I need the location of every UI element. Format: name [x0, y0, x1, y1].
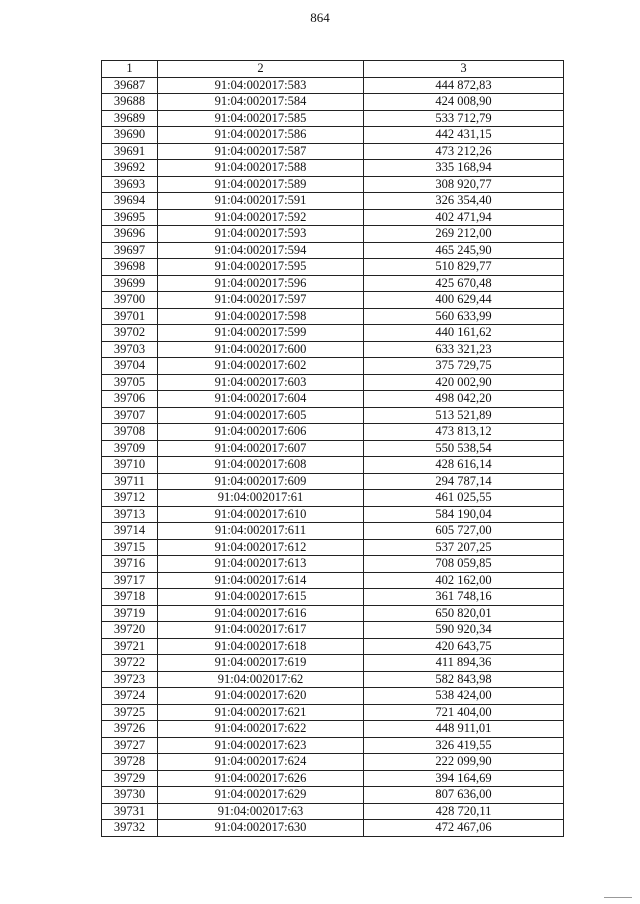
cadastral-value-cell: 465 245,90 — [364, 242, 564, 259]
row-number-cell: 39709 — [102, 440, 158, 457]
cadastral-value-cell: 510 829,77 — [364, 259, 564, 276]
cadastral-value-cell: 428 616,14 — [364, 457, 564, 474]
cadastral-value-cell: 442 431,15 — [364, 127, 564, 144]
table-row — [102, 226, 564, 243]
cadastral-number-cell: 91:04:002017:588 — [158, 160, 364, 177]
cadastral-number-cell: 91:04:002017:592 — [158, 209, 364, 226]
row-number-cell: 39692 — [102, 160, 158, 177]
row-number-cell: 39714 — [102, 523, 158, 540]
row-number-cell: 39726 — [102, 721, 158, 738]
cadastral-value-cell: 605 727,00 — [364, 523, 564, 540]
cadastral-value-cell: 425 670,48 — [364, 275, 564, 292]
cadastral-value-cell: 650 820,01 — [364, 605, 564, 622]
table-row — [102, 176, 564, 193]
cadastral-value-cell: 538 424,00 — [364, 688, 564, 705]
cadastral-value-cell: 440 161,62 — [364, 325, 564, 342]
cadastral-value-cell: 402 162,00 — [364, 572, 564, 589]
row-number-cell: 39729 — [102, 770, 158, 787]
table-row — [102, 424, 564, 441]
cadastral-value-cell: 335 168,94 — [364, 160, 564, 177]
table-row — [102, 358, 564, 375]
cadastral-number-cell: 91:04:002017:608 — [158, 457, 364, 474]
cadastral-value-cell: 308 920,77 — [364, 176, 564, 193]
table-row — [102, 77, 564, 94]
cadastral-value-cell: 582 843,98 — [364, 671, 564, 688]
cadastral-number-cell: 91:04:002017:583 — [158, 77, 364, 94]
table-row — [102, 704, 564, 721]
cadastral-number-cell: 91:04:002017:605 — [158, 407, 364, 424]
row-number-cell: 39700 — [102, 292, 158, 309]
row-number-cell: 39713 — [102, 506, 158, 523]
row-number-cell: 39721 — [102, 638, 158, 655]
row-number-cell: 39688 — [102, 94, 158, 111]
row-number-cell: 39716 — [102, 556, 158, 573]
cadastral-number-cell: 91:04:002017:61 — [158, 490, 364, 507]
cadastral-number-cell: 91:04:002017:595 — [158, 259, 364, 276]
table-row — [102, 770, 564, 787]
row-number-cell: 39719 — [102, 605, 158, 622]
table-row — [102, 193, 564, 210]
cadastral-number-cell: 91:04:002017:604 — [158, 391, 364, 408]
table-row — [102, 143, 564, 160]
table-row — [102, 325, 564, 342]
cadastral-value-cell: 402 471,94 — [364, 209, 564, 226]
table-row — [102, 688, 564, 705]
cadastral-number-cell: 91:04:002017:618 — [158, 638, 364, 655]
table-row — [102, 605, 564, 622]
cadastral-value-cell: 721 404,00 — [364, 704, 564, 721]
row-number-cell: 39711 — [102, 473, 158, 490]
table-row — [102, 391, 564, 408]
cadastral-number-cell: 91:04:002017:622 — [158, 721, 364, 738]
table-body — [102, 77, 564, 836]
row-number-cell: 39731 — [102, 803, 158, 820]
scan-edge-mark — [604, 897, 632, 898]
cadastral-number-cell: 91:04:002017:603 — [158, 374, 364, 391]
row-number-cell: 39710 — [102, 457, 158, 474]
cadastral-number-cell: 91:04:002017:616 — [158, 605, 364, 622]
row-number-cell: 39703 — [102, 341, 158, 358]
row-number-cell: 39698 — [102, 259, 158, 276]
cadastral-value-cell: 473 813,12 — [364, 424, 564, 441]
cadastral-value-cell: 361 748,16 — [364, 589, 564, 606]
column-header-1: 1 — [102, 61, 158, 78]
cadastral-number-cell: 91:04:002017:630 — [158, 820, 364, 837]
row-number-cell: 39694 — [102, 193, 158, 210]
row-number-cell: 39723 — [102, 671, 158, 688]
cadastral-number-cell: 91:04:002017:621 — [158, 704, 364, 721]
cadastral-value-cell: 394 164,69 — [364, 770, 564, 787]
cadastral-number-cell: 91:04:002017:591 — [158, 193, 364, 210]
cadastral-value-cell: 448 911,01 — [364, 721, 564, 738]
cadastral-value-cell: 560 633,99 — [364, 308, 564, 325]
cadastral-number-cell: 91:04:002017:619 — [158, 655, 364, 672]
cadastral-number-cell: 91:04:002017:620 — [158, 688, 364, 705]
cadastral-value-cell: 533 712,79 — [364, 110, 564, 127]
cadastral-number-cell: 91:04:002017:606 — [158, 424, 364, 441]
row-number-cell: 39695 — [102, 209, 158, 226]
row-number-cell: 39707 — [102, 407, 158, 424]
cadastral-value-cell: 420 002,90 — [364, 374, 564, 391]
row-number-cell: 39730 — [102, 787, 158, 804]
row-number-cell: 39697 — [102, 242, 158, 259]
cadastral-number-cell: 91:04:002017:594 — [158, 242, 364, 259]
cadastral-value-cell: 420 643,75 — [364, 638, 564, 655]
table-row — [102, 275, 564, 292]
table-row — [102, 457, 564, 474]
cadastral-number-cell: 91:04:002017:629 — [158, 787, 364, 804]
cadastral-value-cell: 498 042,20 — [364, 391, 564, 408]
table-row — [102, 292, 564, 309]
cadastral-value-cell: 633 321,23 — [364, 341, 564, 358]
table-row — [102, 737, 564, 754]
table-row — [102, 407, 564, 424]
cadastral-number-cell: 91:04:002017:600 — [158, 341, 364, 358]
cadastral-value-cell: 411 894,36 — [364, 655, 564, 672]
cadastral-number-cell: 91:04:002017:602 — [158, 358, 364, 375]
table-row — [102, 556, 564, 573]
cadastral-value-cell: 473 212,26 — [364, 143, 564, 160]
cadastral-value-cell: 537 207,25 — [364, 539, 564, 556]
row-number-cell: 39717 — [102, 572, 158, 589]
table-row — [102, 655, 564, 672]
cadastral-value-cell: 428 720,11 — [364, 803, 564, 820]
table-row — [102, 539, 564, 556]
row-number-cell: 39712 — [102, 490, 158, 507]
cadastral-value-cell: 375 729,75 — [364, 358, 564, 375]
row-number-cell: 39696 — [102, 226, 158, 243]
cadastral-number-cell: 91:04:002017:615 — [158, 589, 364, 606]
table-row — [102, 803, 564, 820]
cadastral-value-cell: 400 629,44 — [364, 292, 564, 309]
table-row — [102, 721, 564, 738]
table-row — [102, 523, 564, 540]
row-number-cell: 39691 — [102, 143, 158, 160]
row-number-cell: 39706 — [102, 391, 158, 408]
cadastral-number-cell: 91:04:002017:617 — [158, 622, 364, 639]
cadastral-number-cell: 91:04:002017:63 — [158, 803, 364, 820]
cadastral-number-cell: 91:04:002017:593 — [158, 226, 364, 243]
table-row — [102, 820, 564, 837]
table-row — [102, 341, 564, 358]
cadastral-number-cell: 91:04:002017:586 — [158, 127, 364, 144]
table-row — [102, 440, 564, 457]
row-number-cell: 39705 — [102, 374, 158, 391]
cadastral-number-cell: 91:04:002017:624 — [158, 754, 364, 771]
cadastral-number-cell: 91:04:002017:596 — [158, 275, 364, 292]
cadastral-number-cell: 91:04:002017:614 — [158, 572, 364, 589]
table-row — [102, 209, 564, 226]
row-number-cell: 39701 — [102, 308, 158, 325]
cadastral-value-cell: 584 190,04 — [364, 506, 564, 523]
cadastral-number-cell: 91:04:002017:626 — [158, 770, 364, 787]
cadastral-value-cell: 708 059,85 — [364, 556, 564, 573]
cadastral-value-cell: 590 920,34 — [364, 622, 564, 639]
row-number-cell: 39699 — [102, 275, 158, 292]
cadastral-number-cell: 91:04:002017:609 — [158, 473, 364, 490]
cadastral-number-cell: 91:04:002017:589 — [158, 176, 364, 193]
cadastral-value-cell: 326 354,40 — [364, 193, 564, 210]
cadastral-number-cell: 91:04:002017:611 — [158, 523, 364, 540]
table-row — [102, 490, 564, 507]
cadastral-number-cell: 91:04:002017:607 — [158, 440, 364, 457]
column-header-3: 3 — [364, 61, 564, 78]
cadastral-value-cell: 269 212,00 — [364, 226, 564, 243]
row-number-cell: 39724 — [102, 688, 158, 705]
table-header-row — [102, 61, 564, 78]
cadastral-value-cell: 326 419,55 — [364, 737, 564, 754]
column-header-2: 2 — [158, 61, 364, 78]
table-row — [102, 572, 564, 589]
row-number-cell: 39715 — [102, 539, 158, 556]
table-row — [102, 160, 564, 177]
cadastral-number-cell: 91:04:002017:62 — [158, 671, 364, 688]
table-row — [102, 259, 564, 276]
table-row — [102, 671, 564, 688]
cadastral-number-cell: 91:04:002017:585 — [158, 110, 364, 127]
table-row — [102, 242, 564, 259]
cadastral-value-cell: 461 025,55 — [364, 490, 564, 507]
table-row — [102, 506, 564, 523]
cadastral-value-cell: 513 521,89 — [364, 407, 564, 424]
row-number-cell: 39722 — [102, 655, 158, 672]
cadastral-number-cell: 91:04:002017:612 — [158, 539, 364, 556]
cadastral-value-table — [101, 60, 564, 837]
table-row — [102, 589, 564, 606]
cadastral-number-cell: 91:04:002017:584 — [158, 94, 364, 111]
cadastral-number-cell: 91:04:002017:610 — [158, 506, 364, 523]
cadastral-value-cell: 472 467,06 — [364, 820, 564, 837]
table-row — [102, 94, 564, 111]
page-number: 864 — [310, 10, 330, 25]
table-row — [102, 638, 564, 655]
table-row — [102, 473, 564, 490]
cadastral-number-cell: 91:04:002017:597 — [158, 292, 364, 309]
cadastral-value-cell: 222 099,90 — [364, 754, 564, 771]
row-number-cell: 39728 — [102, 754, 158, 771]
table-row — [102, 127, 564, 144]
cadastral-value-cell: 807 636,00 — [364, 787, 564, 804]
cadastral-number-cell: 91:04:002017:623 — [158, 737, 364, 754]
cadastral-value-cell: 550 538,54 — [364, 440, 564, 457]
row-number-cell: 39690 — [102, 127, 158, 144]
row-number-cell: 39725 — [102, 704, 158, 721]
table-row — [102, 308, 564, 325]
row-number-cell: 39732 — [102, 820, 158, 837]
table-row — [102, 110, 564, 127]
cadastral-number-cell: 91:04:002017:598 — [158, 308, 364, 325]
row-number-cell: 39693 — [102, 176, 158, 193]
table-row — [102, 754, 564, 771]
cadastral-value-cell: 444 872,83 — [364, 77, 564, 94]
row-number-cell: 39720 — [102, 622, 158, 639]
row-number-cell: 39718 — [102, 589, 158, 606]
cadastral-number-cell: 91:04:002017:613 — [158, 556, 364, 573]
row-number-cell: 39727 — [102, 737, 158, 754]
cadastral-value-cell: 294 787,14 — [364, 473, 564, 490]
table-row — [102, 374, 564, 391]
table-row — [102, 787, 564, 804]
table-row — [102, 622, 564, 639]
row-number-cell: 39704 — [102, 358, 158, 375]
row-number-cell: 39687 — [102, 77, 158, 94]
cadastral-value-cell: 424 008,90 — [364, 94, 564, 111]
row-number-cell: 39702 — [102, 325, 158, 342]
cadastral-number-cell: 91:04:002017:599 — [158, 325, 364, 342]
row-number-cell: 39689 — [102, 110, 158, 127]
row-number-cell: 39708 — [102, 424, 158, 441]
cadastral-number-cell: 91:04:002017:587 — [158, 143, 364, 160]
